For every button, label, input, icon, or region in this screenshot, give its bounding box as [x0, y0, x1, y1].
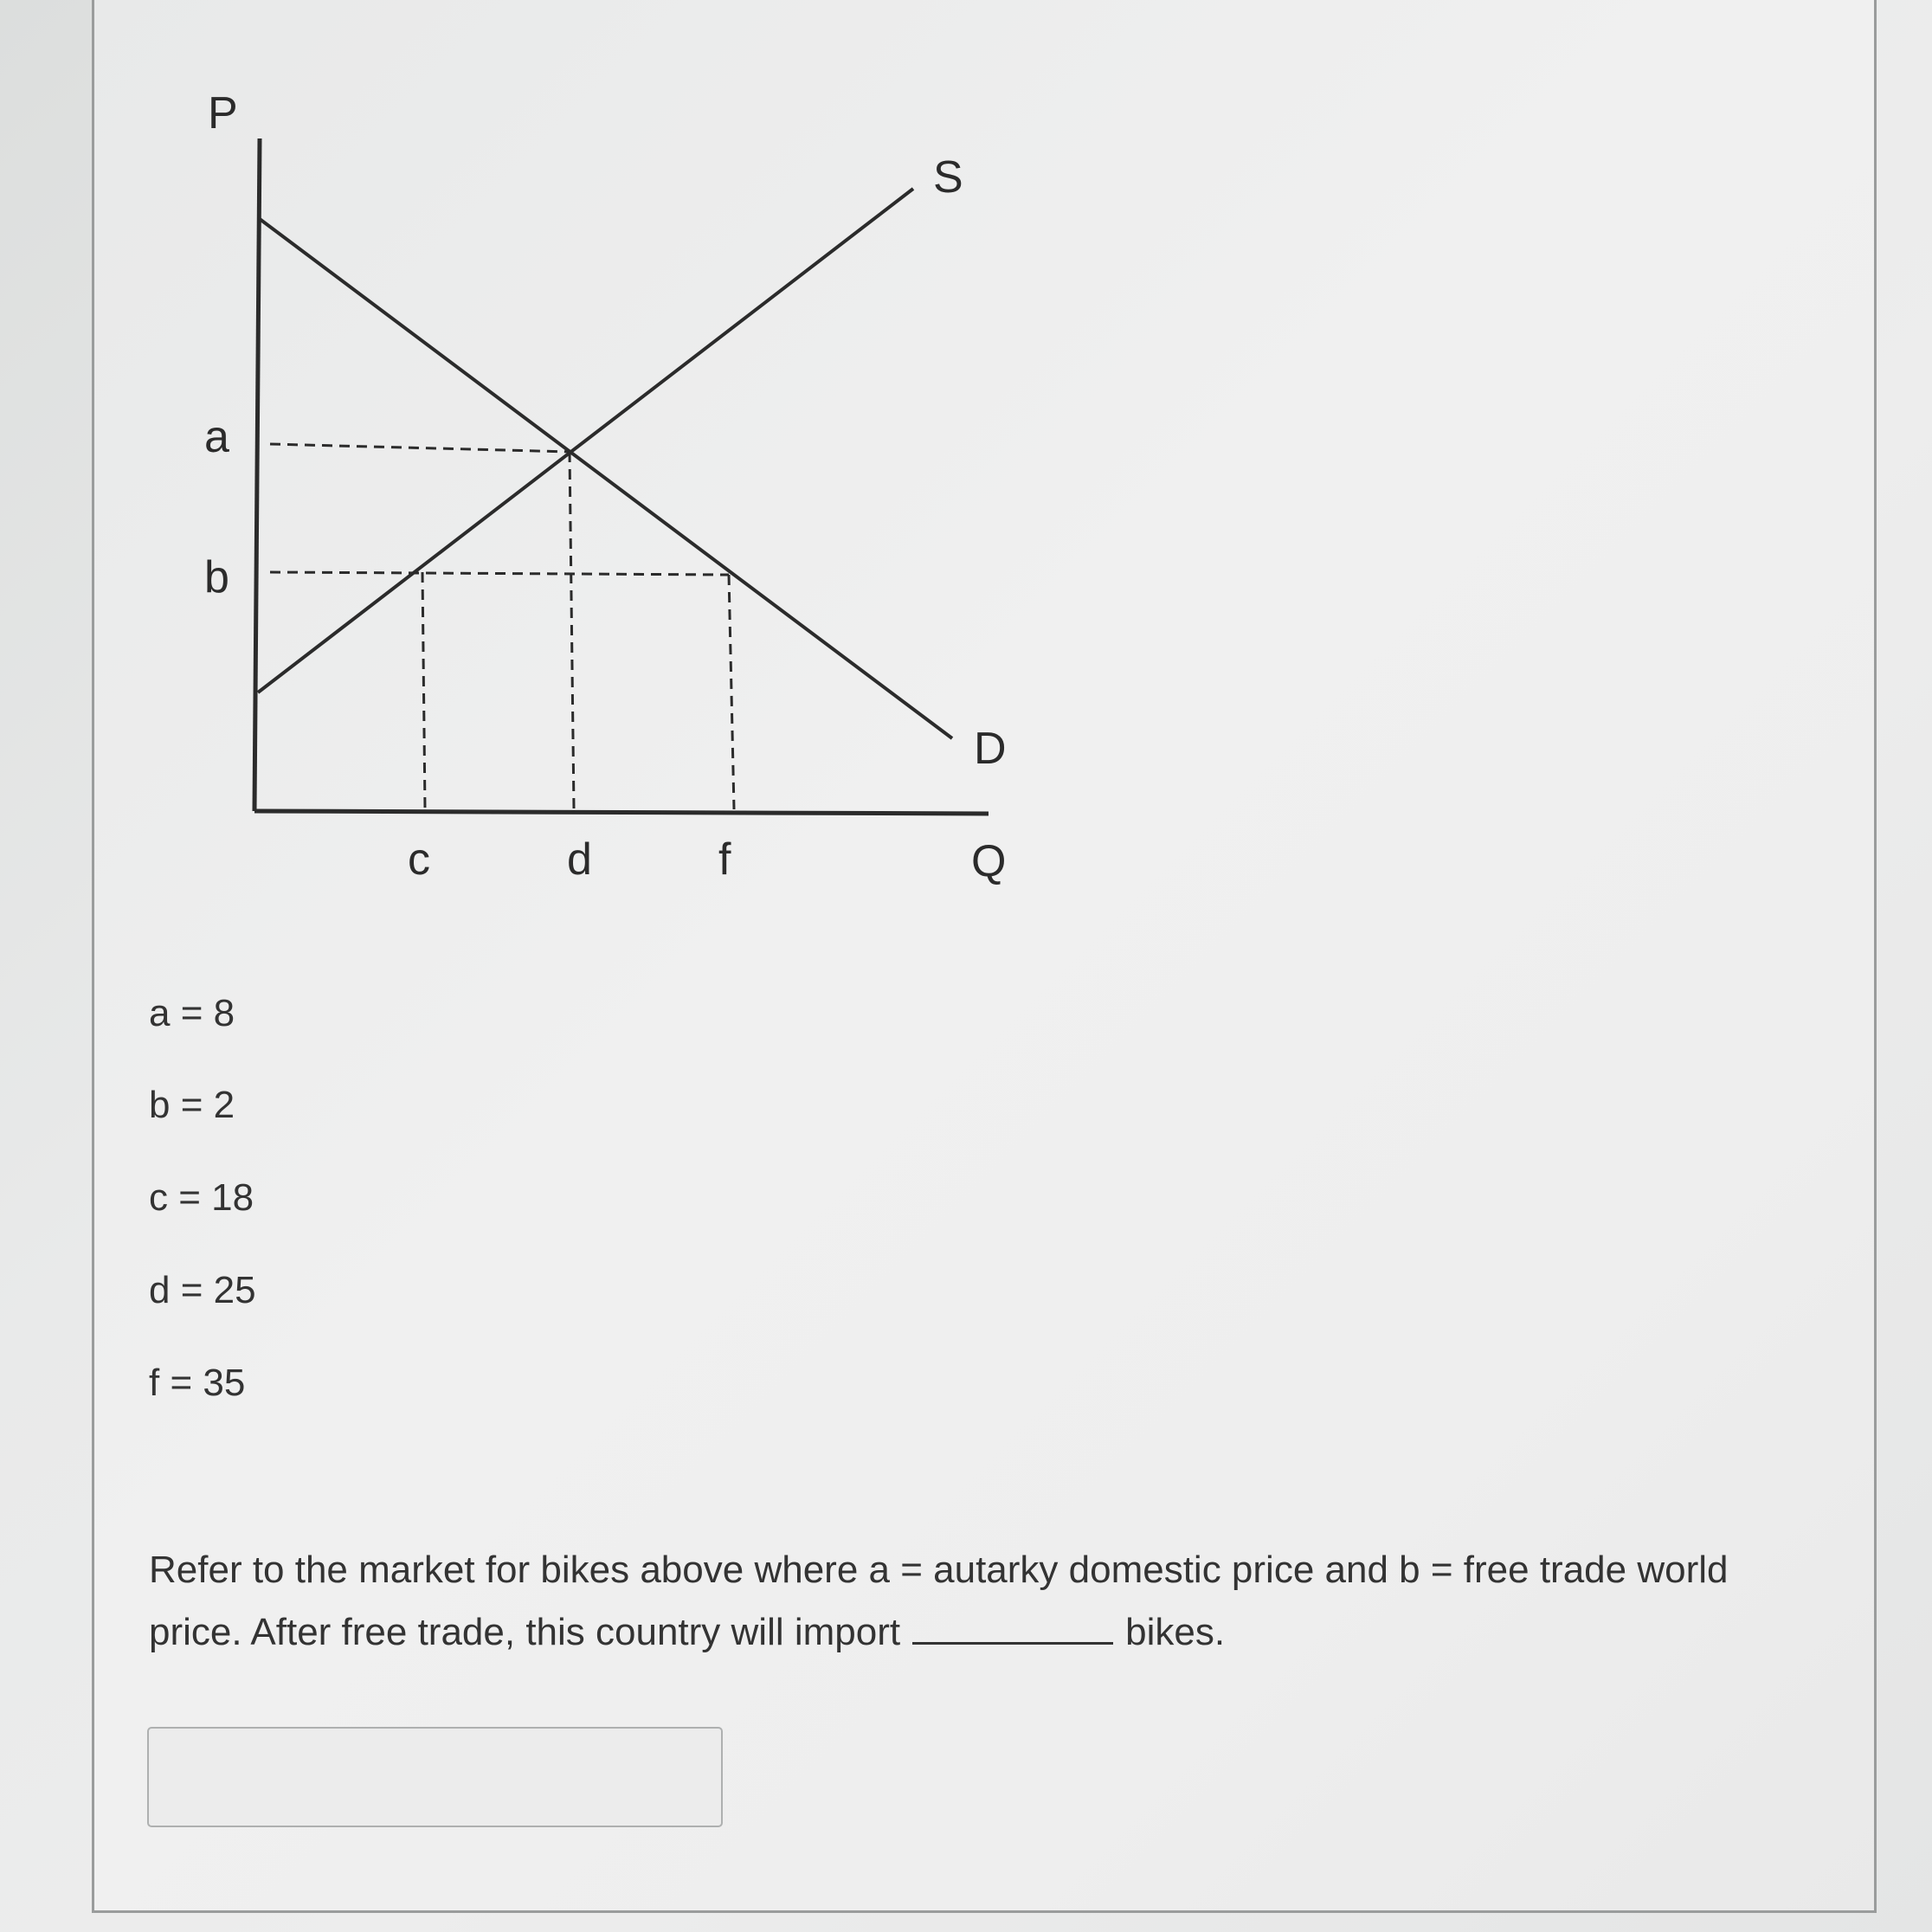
quantity-d-guide [570, 452, 574, 809]
price-axis-label: P [208, 88, 238, 138]
question-text [149, 1539, 1759, 1664]
quantity-c-guide [422, 572, 425, 809]
supply-curve-label: S [933, 152, 963, 203]
price-mark-b: b [204, 552, 229, 602]
price-a-guide [270, 444, 571, 452]
given-value-f: f = 35 [149, 1362, 246, 1404]
price-mark-a: a [204, 412, 229, 462]
given-value-a: a = 8 [149, 992, 235, 1034]
quantity-axis-label: Q [971, 836, 1007, 886]
given-value-d: d = 25 [149, 1269, 256, 1311]
quantity-f-guide [729, 575, 734, 809]
answer-input[interactable] [147, 1727, 723, 1827]
quantity-mark-d: d [567, 834, 592, 885]
question-text-after: bikes. [1125, 1611, 1226, 1653]
demand-curve-label: D [974, 724, 1007, 774]
question-text-before: Refer to the market for bikes above where a = autarky domestic price and b = free trade world price. After free trade, this country will import [149, 1549, 1729, 1653]
quantity-mark-f: f [718, 834, 731, 885]
price-axis [254, 138, 260, 811]
supply-curve [258, 189, 913, 692]
question-blank [912, 1611, 1113, 1645]
price-b-guide [270, 572, 729, 575]
given-value-c: c = 18 [149, 1176, 254, 1219]
demand-curve [260, 219, 952, 738]
supply-demand-diagram [0, 0, 1082, 918]
quantity-axis [254, 811, 989, 814]
quantity-mark-c: c [408, 834, 430, 885]
given-value-b: b = 2 [149, 1084, 235, 1126]
